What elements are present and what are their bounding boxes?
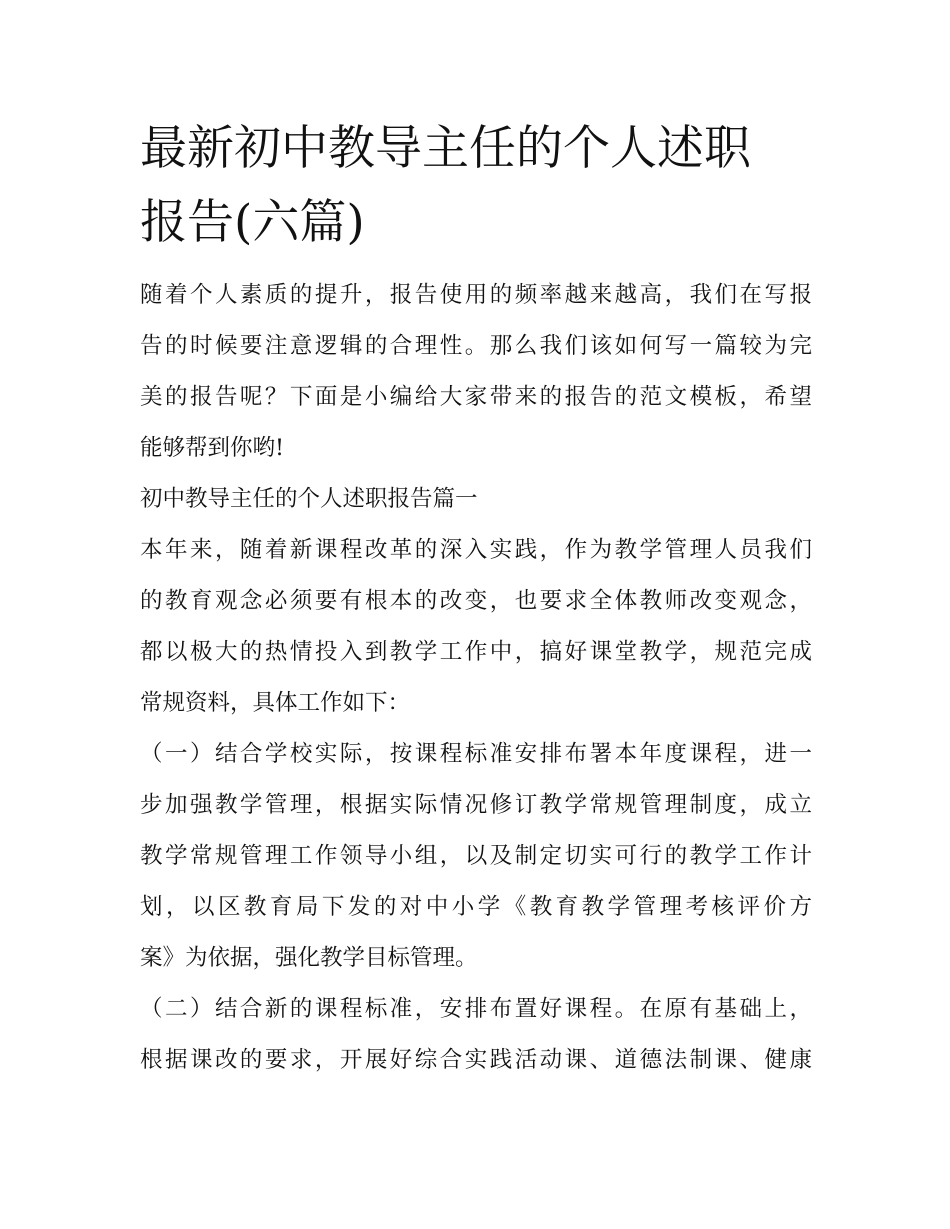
document-title (140, 112, 812, 260)
item-1-paragraph (140, 729, 812, 984)
item2-line-2: 根据课改的要求，开展好综合实践活动课、道德法制课、健康 (140, 1047, 812, 1073)
intro-paragraph (140, 270, 812, 474)
item1-line-4: 划，以区教育局下发的对中小学《教育教学管理考核评价方 (140, 894, 812, 920)
item1-line-3: 教学常规管理工作领导小组，以及制定切实可行的教学工作计 (140, 843, 812, 869)
title-line-2: 报告(六篇) (140, 195, 365, 250)
document-page (140, 112, 812, 1086)
section-heading: 初中教导主任的个人述职报告篇一 (140, 486, 478, 512)
document-body (140, 270, 812, 1086)
intro-line-4: 能够帮到你哟! (140, 435, 285, 461)
item1-line-1: （一）结合学校实际，按课程标准安排布署本年度课程，进一 (140, 741, 812, 767)
item1-line-2: 步加强教学管理，根据实际情况修订教学常规管理制度，成立 (140, 792, 812, 818)
intro-line-1: 随着个人素质的提升，报告使用的频率越来越高，我们在写报 (140, 282, 812, 308)
intro-line-2: 告的时候要注意逻辑的合理性。那么我们该如何写一篇较为完 (140, 333, 812, 359)
item2-line-1: （二）结合新的课程标准，安排布置好课程。在原有基础上， (140, 996, 812, 1022)
para1-line-4: 常规资料，具体工作如下： (140, 690, 411, 716)
para1-line-3: 都以极大的热情投入到教学工作中，搞好课堂教学，规范完成 (140, 639, 812, 665)
paragraph-1 (140, 525, 812, 729)
para1-line-1: 本年来，随着新课程改革的深入实践，作为教学管理人员我们 (140, 537, 812, 563)
item-2-paragraph (140, 984, 812, 1086)
para1-line-2: 的教育观念必须要有根本的改变，也要求全体教师改变观念， (140, 588, 812, 614)
title-line-1: 最新初中教导主任的个人述职 (140, 121, 751, 176)
intro-line-3: 美的报告呢？下面是小编给大家带来的报告的范文模板，希望 (140, 384, 812, 410)
item1-line-5: 案》为依据，强化教学目标管理。 (140, 945, 478, 971)
